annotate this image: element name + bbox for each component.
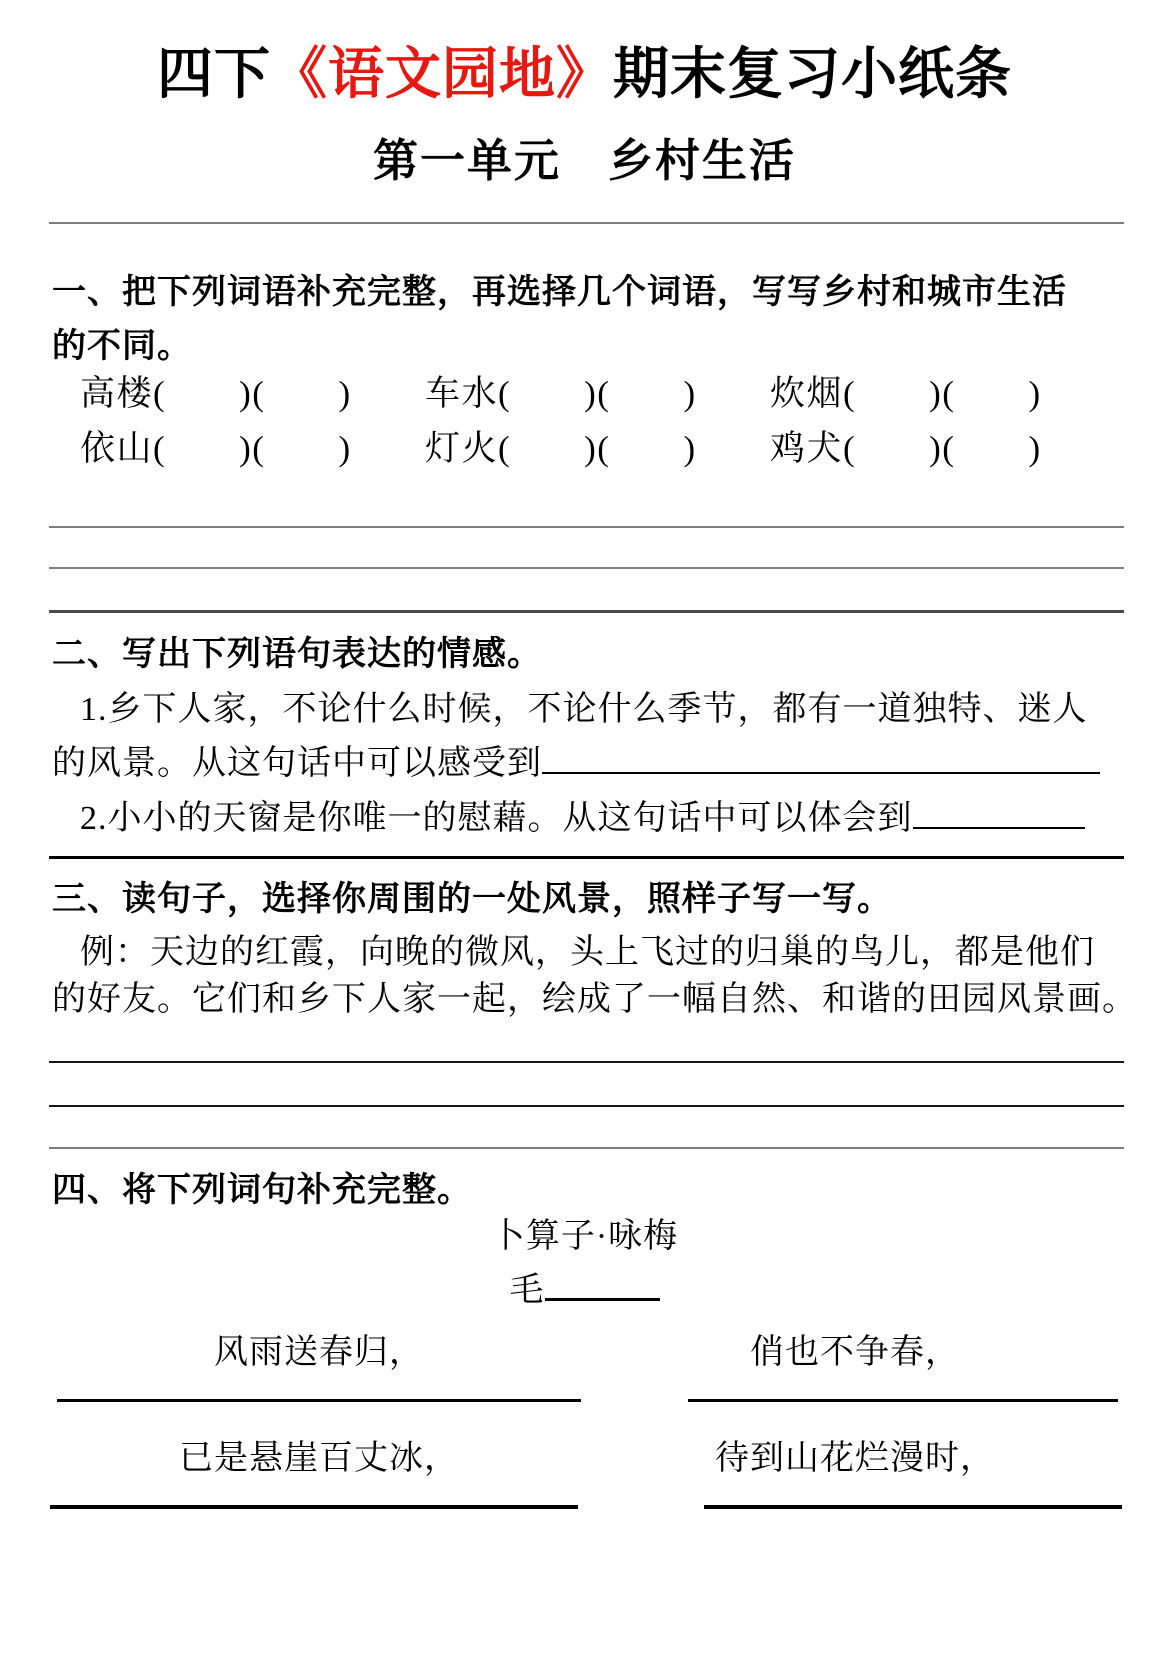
word-item: 车水( )( ) [425,374,697,413]
word-item: 灯火( )( ) [425,429,697,468]
word-item: 依山( )( ) [80,429,352,468]
example-sentence-line2: 的好友。它们和乡下人家一起，绘成了一幅自然、和谐的田园风景画。 [52,981,1137,1018]
word-item: 炊烟( )( ) [770,374,1042,413]
question2-text-text: 2.小小的天窗是你唯一的慰藉。从这句话中可以体会到 [80,800,913,837]
word-completion-row [80,366,1140,416]
writing-line [49,1105,1124,1107]
page-title [0,30,1169,110]
poem-title: 卜算子·咏梅 [490,1218,679,1255]
word-completion-row [80,421,1140,471]
question1-text-line2 [52,735,1132,784]
title-suffix: 期末复习小纸条 [613,44,1012,106]
title-book-name: 《语文园地》 [271,44,613,106]
word-item: 鸡犬( )( ) [770,429,1042,468]
section3-heading: 三、读句子，选择你周围的一处风景，照样子写一写。 [52,880,892,918]
section1-heading-line1: 一、把下列词语补充完整，再选择几个词语，写写乡村和城市生活 [52,273,1067,311]
section-divider [49,610,1124,613]
question1-text-line1: 1.乡下人家，不论什么时候，不论什么季节，都有一道独特、迷人 [80,691,1088,728]
section4-heading: 四、将下列词句补充完整。 [52,1171,472,1209]
section-divider [49,1147,1124,1149]
poem-answer-blank [50,1505,578,1509]
writing-line [49,1061,1124,1063]
poem-author-line [0,1262,1169,1311]
question1-text-line2-text: 的风景。从这句话中可以感受到 [52,745,542,782]
unit-subtitle: 第一单元 乡村生活 [372,136,796,186]
answer-blank [913,796,1085,829]
word-item: 高楼( )( ) [80,374,352,413]
writing-line [49,526,1124,528]
example-sentence-line1: 例：天边的红霞，向晚的微风，头上飞过的归巢的鸟儿，都是他们 [80,934,1095,971]
poem-author-blank [545,1267,660,1301]
poem-answer-blank [704,1505,1122,1509]
section-divider [49,856,1124,859]
header-divider [49,222,1124,224]
poem-line-left-2: 已是悬崖百丈冰， [179,1440,459,1477]
writing-line [49,567,1124,569]
poem-line-left-1: 风雨送春归， [214,1334,424,1371]
poem-answer-blank [57,1399,581,1402]
poem-author-prefix: 毛 [509,1272,545,1309]
poem-answer-blank [688,1399,1118,1402]
poem-line-right-2: 待到山花烂漫时， [715,1440,995,1477]
poem-line-right-1: 俏也不争春， [750,1334,960,1371]
title-prefix: 四下 [157,44,271,106]
section1-heading-line2: 的不同。 [52,327,192,365]
question2-text [80,790,1160,839]
section2-heading: 二、写出下列语句表达的情感。 [52,635,542,673]
answer-blank [542,741,1100,774]
